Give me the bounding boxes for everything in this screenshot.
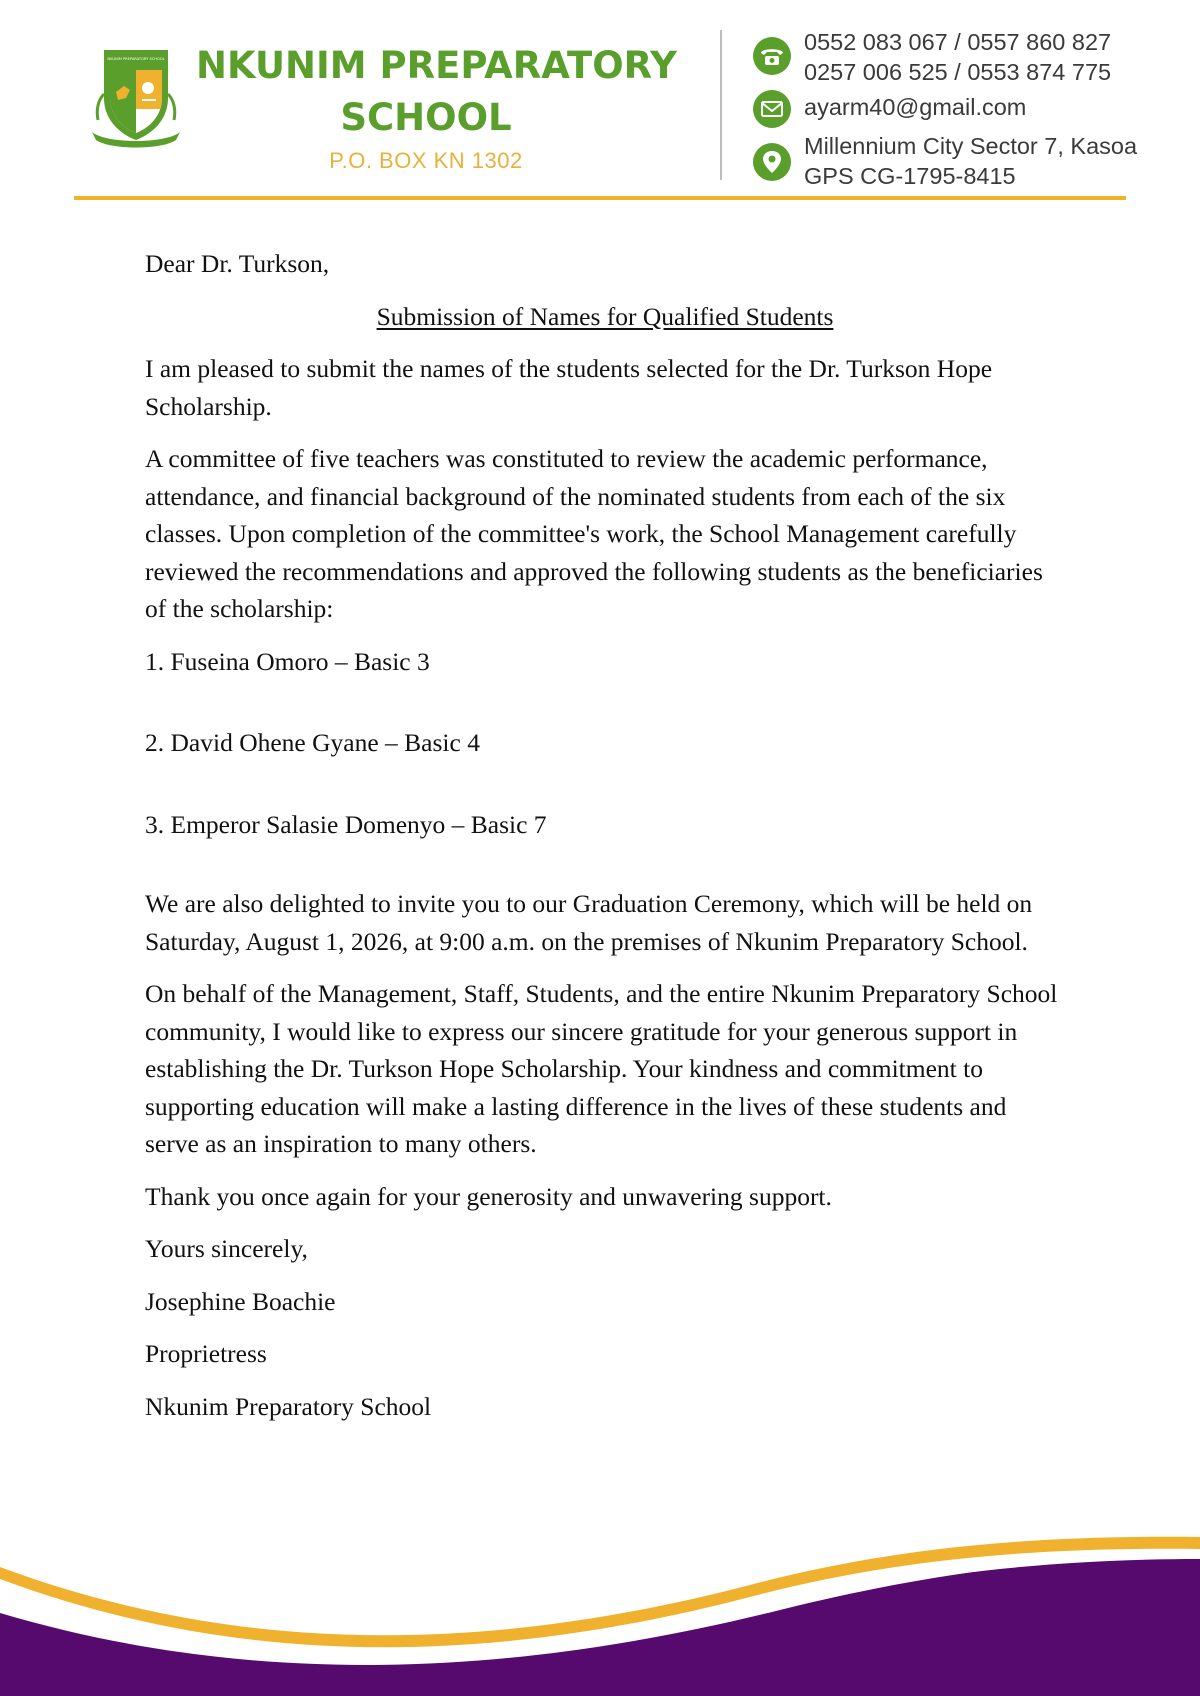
paragraph-committee: A committee of five teachers was constituted to review the academic performance, attendance, and financial background of the nominated students from each of the six classes. Upon completion of the committee's work, the School Management carefully reviewed the recommendations and approved the following students as the beneficiaries of the scholarship: [145, 444, 1043, 623]
paragraph-gratitude: On behalf of the Management, Staff, Students, and the entire Nkunim Preparatory School community, I would like to express our sincere gratitude for your generous support in establishing the Dr. Turkson Hope Scholarship. Your kindness and commitment to supporting education will make a lasting difference in the lives of these students and serve as an inspiration to many others. [145, 979, 1058, 1158]
signatory-name: Josephine Boachie [145, 1286, 336, 1316]
email-address: ayarm40@gmail.com [804, 94, 1027, 120]
salutation: Dear Dr. Turkson, [145, 249, 330, 278]
phone-icon [752, 36, 792, 76]
signatory-organization: Nkunim Preparatory School [145, 1391, 432, 1421]
crest-caption: NKUNIM PREPARATORY SCHOOL [107, 57, 165, 61]
address-line-1: Millennium City Sector 7, Kasoa [804, 133, 1138, 159]
header-divider [720, 30, 722, 180]
phone-line-2: 0257 006 525 / 0553 874 775 [804, 59, 1112, 85]
closing: Yours sincerely, [145, 1234, 308, 1263]
email-icon [752, 89, 792, 129]
paragraph-thanks: Thank you once again for your generosity and unwavering support. [145, 1181, 832, 1211]
school-name [196, 40, 677, 144]
paragraph-invitation: We are also delighted to invite you to our Graduation Ceremony, which will be held on Saturday, August 1, 2026, at 9:00 a.m. on the premises of Nkunim Preparatory School. [145, 889, 1033, 956]
footer-wave-decoration [0, 1515, 1200, 1696]
student-item-1: 1. Fuseina Omoro – Basic 3 [145, 646, 430, 676]
school-name-line2: SCHOOL [340, 96, 512, 139]
school-name-line1: NKUNIM PREPARATORY [196, 44, 677, 87]
student-item-3: 3. Emperor Salasie Domenyo – Basic 7 [145, 809, 547, 839]
paragraph-intro: I am pleased to submit the names of the students selected for the Dr. Turkson Hope Scholarship. [145, 354, 993, 421]
phone-line-1: 0552 083 067 / 0557 860 827 [804, 29, 1112, 55]
signatory-title: Proprietress [145, 1339, 267, 1368]
school-crest-logo [86, 40, 186, 150]
student-item-2: 2. David Ohene Gyane – Basic 4 [145, 728, 480, 757]
po-box: P.O. BOX KN 1302 [329, 148, 523, 173]
letterhead [0, 0, 1200, 205]
address-line-2: GPS CG-1795-8415 [804, 163, 1016, 189]
location-icon [752, 142, 792, 182]
subject-line: Submission of Names for Qualified Students [376, 301, 834, 331]
letter-body [145, 245, 1065, 1440]
header-rule [74, 196, 1126, 200]
